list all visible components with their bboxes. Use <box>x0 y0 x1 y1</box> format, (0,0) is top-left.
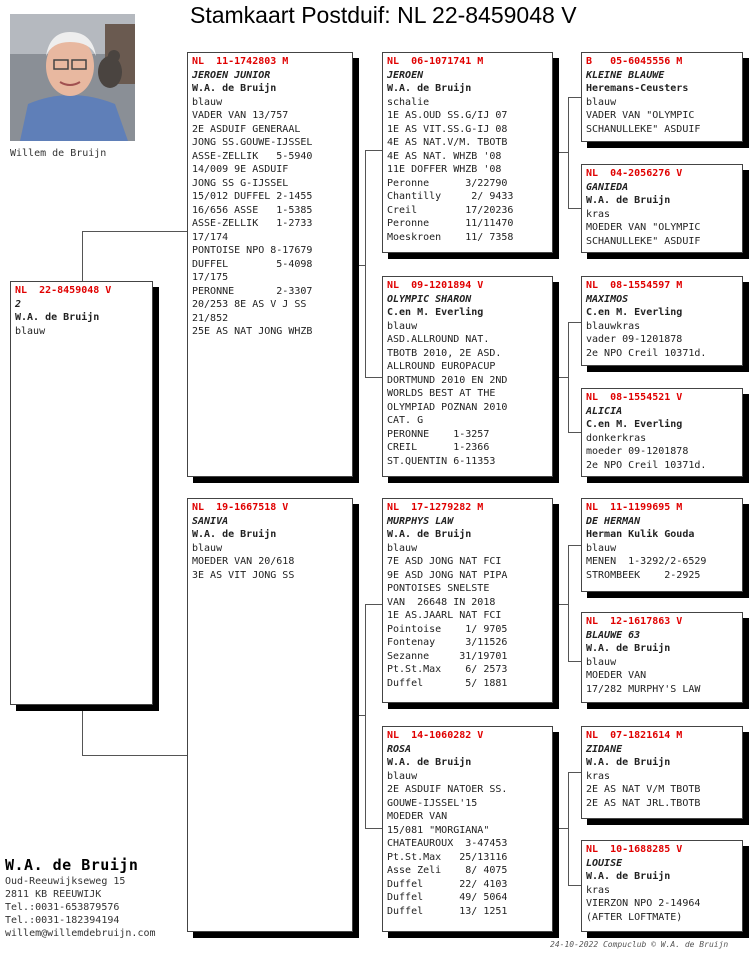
pigeon-owner: W.A. de Bruijn <box>586 871 671 882</box>
note-line: DUFFEL 5-4098 <box>192 258 313 270</box>
note-line: 2e NPO Creil 10371d. <box>586 459 707 471</box>
note-line: 4E AS NAT.V/M. TBOTB <box>387 137 508 148</box>
note-line: Duffel 5/ 1881 <box>387 677 508 689</box>
connector-line <box>365 150 382 151</box>
pigeon-name: DE HERMAN <box>586 515 641 527</box>
connector-line <box>353 715 365 716</box>
note-line: Asse Zeli 8/ 4075 <box>387 865 508 876</box>
note-line: SCHANULLEKE" ASDUIF <box>586 235 701 247</box>
pigeon-owner: W.A. de Bruijn <box>387 757 472 768</box>
pigeon-owner: W.A. de Bruijn <box>586 195 671 206</box>
note-line: Creil 17/20236 <box>387 204 514 216</box>
pigeon-card-gg2 <box>581 164 743 253</box>
note-line: TBOTB 2010, 2E ASD. <box>387 347 502 359</box>
pigeon-card-gg8 <box>581 840 743 932</box>
pigeon-card-gg7 <box>581 726 743 819</box>
note-line: moeder 09-1201878 <box>586 446 689 457</box>
note-line: Peronne 3/22790 <box>387 177 508 189</box>
note-line: Fontenay 3/11526 <box>387 637 508 648</box>
note-line: Pt.St.Max 6/ 2573 <box>387 664 508 675</box>
note-line: GOUWE-IJSSEL'15 <box>387 797 478 809</box>
note-line: 25E AS NAT JONG WHZB <box>192 326 313 337</box>
ring-number: NL 04-2056276 V <box>586 168 683 179</box>
note-line: PONTOISE NPO 8-17679 <box>192 245 313 256</box>
connector-line <box>553 152 568 153</box>
breeder-contact <box>5 856 156 940</box>
note-line: ASSE-ZELLIK 5-5940 <box>192 150 313 162</box>
note-line: PONTOISES SNELSTE <box>387 583 490 594</box>
pigeon-name: JEROEN <box>387 69 424 81</box>
note-line: Chantilly 2/ 9433 <box>387 191 514 202</box>
pigeon-card-gg6 <box>581 612 743 703</box>
ring-number: NL 08-1554597 M <box>586 280 683 291</box>
pigeon-owner: W.A. de Bruijn <box>192 83 277 94</box>
connector-line <box>568 322 569 432</box>
connector-line <box>568 97 569 208</box>
note-line: Pt.St.Max 25/13116 <box>387 851 508 863</box>
ring-number: NL 12-1617863 V <box>586 616 683 627</box>
photo-caption: Willem de Bruijn <box>10 148 107 159</box>
connector-line <box>568 545 581 546</box>
note-line: MOEDER VAN 20/618 <box>192 556 295 567</box>
note-line: 20/253 8E AS V J SS <box>192 299 307 310</box>
connector-line <box>568 322 581 323</box>
pigeon-color: donkerkras <box>586 432 647 444</box>
connector-line <box>553 604 568 605</box>
note-line: VIERZON NPO 2-14964 <box>586 898 701 909</box>
breeder-name: W.A. de Bruijn <box>5 856 139 874</box>
pigeon-name: MAXIMOS <box>586 293 629 305</box>
note-line: 3E AS VIT JONG SS <box>192 569 295 581</box>
connector-line <box>568 97 581 98</box>
connector-line <box>82 755 187 756</box>
note-line: MOEDER VAN "OLYMPIC <box>586 222 701 233</box>
pigeon-card-gg1 <box>581 52 743 142</box>
pigeon-name: KLEINE BLAUWE <box>586 69 665 81</box>
note-line: vader 09-1201878 <box>586 334 683 345</box>
connector-line <box>82 231 83 281</box>
note-line: ASD.ALLROUND NAT. <box>387 334 490 345</box>
note-line: 15/081 "MORGIANA" <box>387 824 490 836</box>
connector-line <box>365 604 366 828</box>
note-line: PERONNE 1-3257 <box>387 428 490 440</box>
note-line: MOEDER VAN <box>387 811 448 822</box>
connector-line <box>568 772 569 885</box>
pigeon-name: OLYMPIC SHARON <box>387 293 472 305</box>
ring-number: NL 22-8459048 V <box>15 285 112 296</box>
connector-line <box>553 828 568 829</box>
note-line: JONG SS.GOUWE-IJSSEL <box>192 137 313 148</box>
connector-line <box>553 377 568 378</box>
connector-line <box>568 885 581 886</box>
note-line: 14/009 9E ASDUIF <box>192 164 289 175</box>
note-line: VAN 26648 IN 2018 <box>387 596 496 608</box>
connector-line <box>365 828 382 829</box>
connector-line <box>82 705 83 755</box>
pigeon-card-grandmother-paternal <box>382 276 553 477</box>
connector-line <box>568 208 581 209</box>
ring-number: NL 08-1554521 V <box>586 392 683 403</box>
pigeon-color: blauw <box>192 542 223 554</box>
pigeon-color: blauw <box>387 770 418 782</box>
pigeon-color: blauw <box>192 96 223 108</box>
ring-number: NL 10-1688285 V <box>586 844 683 855</box>
ring-number: NL 07-1821614 M <box>586 730 683 741</box>
pigeon-name: ZIDANE <box>586 743 623 755</box>
note-line: OLYMPIAD POZNAN 2010 <box>387 401 508 413</box>
pigeon-name: SANIVA <box>192 515 229 527</box>
pigeon-color: blauw <box>387 542 418 554</box>
note-line: VADER VAN "OLYMPIC <box>586 110 695 121</box>
ring-number: NL 11-1199695 M <box>586 502 683 513</box>
ring-number: NL 14-1060282 V <box>387 730 484 741</box>
pigeon-color: blauw <box>586 656 617 668</box>
pigeon-color: kras <box>586 208 611 220</box>
note-line: WORLDS BEST AT THE <box>387 388 496 399</box>
note-line: 4E AS NAT. WHZB '08 <box>387 150 502 162</box>
note-line: JONG SS G-IJSSEL <box>192 177 289 189</box>
note-line: SCHANULLEKE" ASDUIF <box>586 123 701 135</box>
note-line: PERONNE 2-3307 <box>192 285 313 297</box>
pigeon-color: schalie <box>387 96 430 108</box>
note-line: VADER VAN 13/757 <box>192 110 289 121</box>
note-line: DORTMUND 2010 EN 2ND <box>387 374 508 386</box>
ring-number: B 05-6045556 M <box>586 56 683 67</box>
note-line: 11E DOFFER WHZB '08 <box>387 164 502 175</box>
note-line: 2E AS NAT V/M TBOTB <box>586 784 701 795</box>
note-line: 9E ASD JONG NAT PIPA <box>387 569 508 581</box>
note-line: 1E AS.OUD SS.G/IJ 07 <box>387 110 508 121</box>
ring-number: NL 09-1201894 V <box>387 280 484 291</box>
address-line: 2811 KB REEUWIJK <box>5 889 102 900</box>
note-line: Duffel 13/ 1251 <box>387 905 508 917</box>
note-line: Pointoise 1/ 9705 <box>387 623 508 635</box>
note-line: Moeskroen 11/ 7358 <box>387 231 514 243</box>
pigeon-color: blauwkras <box>586 320 641 332</box>
note-line: ALLROUND EUROPACUP <box>387 361 496 372</box>
pigeon-card-gg4 <box>581 388 743 477</box>
pigeon-owner: W.A. de Bruijn <box>586 643 671 654</box>
note-line: Duffel 49/ 5064 <box>387 892 508 903</box>
pigeon-card-grandfather-maternal <box>382 498 553 703</box>
phone-line: Tel.:0031-182394194 <box>5 915 120 926</box>
note-line: 2E AS NAT JRL.TBOTB <box>586 797 701 809</box>
note-line: 17/282 MURPHY'S LAW <box>586 683 701 695</box>
pigeon-owner: W.A. de Bruijn <box>586 757 671 768</box>
note-line: CHATEAUROUX 3-47453 <box>387 838 508 849</box>
pigeon-owner: W.A. de Bruijn <box>387 529 472 540</box>
note-line: 17/174 <box>192 231 229 243</box>
connector-line <box>365 604 382 605</box>
connector-line <box>365 150 366 377</box>
note-line: 2E ASDUIF GENERAAL <box>192 123 301 135</box>
note-line: 21/852 <box>192 312 229 324</box>
pigeon-name: LOUISE <box>586 857 623 869</box>
pigeon-card-gg3 <box>581 276 743 366</box>
pigeon-owner: W.A. de Bruijn <box>192 529 277 540</box>
connector-line <box>568 661 581 662</box>
note-line: Sezanne 31/19701 <box>387 650 508 662</box>
pigeon-name: GANIEDA <box>586 181 629 193</box>
connector-line <box>82 231 187 232</box>
connector-line <box>568 545 569 661</box>
pigeon-color: kras <box>586 770 611 782</box>
note-line: 15/012 DUFFEL 2-1455 <box>192 191 313 202</box>
pigeon-name: JEROEN JUNIOR <box>192 69 271 81</box>
pigeon-name: MURPHYS LAW <box>387 515 454 527</box>
note-line: 16/656 ASSE 1-5385 <box>192 204 313 216</box>
ring-number: NL 06-1071741 M <box>387 56 484 67</box>
pigeon-owner: Herman Kulik Gouda <box>586 529 695 540</box>
pigeon-owner: W.A. de Bruijn <box>387 83 472 94</box>
pigeon-name: 2 <box>15 298 22 310</box>
note-line: ASSE-ZELLIK 1-2733 <box>192 218 313 229</box>
pigeon-card-grandmother-maternal <box>382 726 553 932</box>
note-line: 2e NPO Creil 10371d. <box>586 347 707 359</box>
pigeon-card-gg5 <box>581 498 743 592</box>
note-line: Duffel 22/ 4103 <box>387 878 508 890</box>
connector-line <box>568 772 581 773</box>
connector-line <box>568 432 581 433</box>
connector-line <box>353 265 365 266</box>
pigeon-color: blauw <box>387 320 418 332</box>
pigeon-color: blauw <box>586 542 617 554</box>
note-line: 1E AS VIT.SS.G-IJ 08 <box>387 123 508 135</box>
note-line: STROMBEEK 2-2925 <box>586 569 701 581</box>
pigeon-card-father <box>187 52 353 477</box>
owner-photo <box>10 14 135 141</box>
note-line: ST.QUENTIN 6-11353 <box>387 455 496 467</box>
pigeon-owner: C.en M. Everling <box>387 307 484 318</box>
ring-number: NL 19-1667518 V <box>192 502 289 513</box>
note-line: (AFTER LOFTMATE) <box>586 911 683 923</box>
email-line[interactable]: willem@willemdebruijn.com <box>5 928 156 939</box>
pigeon-name: ALICIA <box>586 405 623 417</box>
print-stamp: 24-10-2022 Compuclub © W.A. de Bruijn <box>550 940 729 949</box>
pigeon-card-subject <box>10 281 153 705</box>
pigeon-name: ROSA <box>387 743 412 755</box>
pigeon-card-grandfather-paternal <box>382 52 553 253</box>
pigeon-color: blauw <box>15 325 46 337</box>
connector-line <box>365 377 382 378</box>
address-line: Oud-Reeuwijkseweg 15 <box>5 876 126 887</box>
page-title: Stamkaart Postduif: NL 22-8459048 V <box>190 2 577 28</box>
pigeon-color: blauw <box>586 96 617 108</box>
note-line: Peronne 11/11470 <box>387 218 514 229</box>
ring-number: NL 11-1742803 M <box>192 56 289 67</box>
note-line: 7E ASD JONG NAT FCI <box>387 556 502 567</box>
ring-number: NL 17-1279282 M <box>387 502 484 513</box>
note-line: CAT. G <box>387 415 424 426</box>
phone-line: Tel.:0031-653879576 <box>5 902 120 913</box>
note-line: MOEDER VAN <box>586 670 647 681</box>
note-line: 2E ASDUIF NATOER SS. <box>387 784 508 795</box>
pigeon-color: kras <box>586 884 611 896</box>
note-line: 17/175 <box>192 272 229 283</box>
pigeon-owner: C.en M. Everling <box>586 419 683 430</box>
pigeon-owner: Heremans-Ceusters <box>586 83 689 94</box>
pigeon-owner: W.A. de Bruijn <box>15 312 100 323</box>
pigeon-card-mother <box>187 498 353 932</box>
note-line: MENEN 1-3292/2-6529 <box>586 556 707 567</box>
note-line: CREIL 1-2366 <box>387 442 490 453</box>
note-line: 1E AS.JAARL NAT FCI <box>387 610 502 621</box>
pigeon-name: BLAUWE 63 <box>586 629 641 641</box>
pigeon-owner: C.en M. Everling <box>586 307 683 318</box>
